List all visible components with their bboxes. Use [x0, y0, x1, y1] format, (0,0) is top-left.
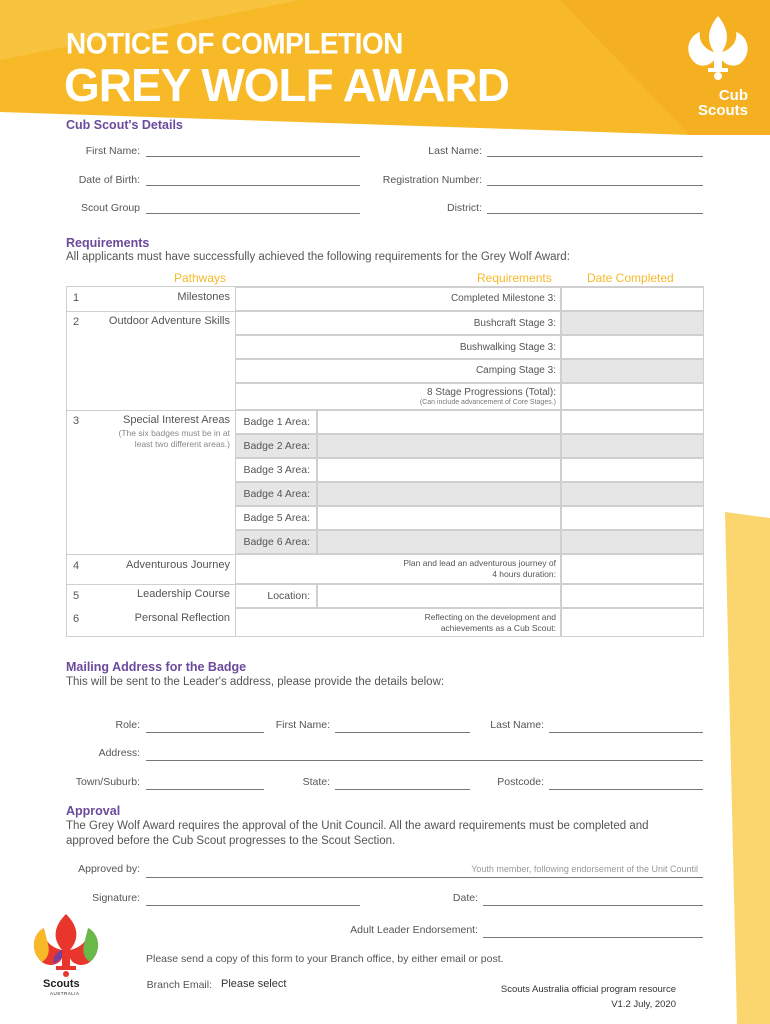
state-label: State:: [302, 776, 330, 788]
date-label: Date:: [452, 892, 478, 904]
award-title: GREY WOLF AWARD: [64, 59, 509, 111]
last-name-label: Last Name:: [428, 145, 482, 157]
right-stripe: [725, 512, 770, 1024]
journey-date-field[interactable]: [561, 554, 704, 584]
requirements-table: [66, 286, 704, 637]
mail-first-name-label: First Name:: [275, 719, 330, 731]
row-4-pathway: Adventurous Journey: [126, 559, 230, 571]
row-1-pathway: Milestones: [177, 291, 230, 303]
leadership-location-field[interactable]: [317, 584, 561, 608]
state-field[interactable]: [335, 789, 470, 790]
address-field[interactable]: [146, 760, 703, 761]
row-3-pathway: Special Interest Areas: [122, 414, 230, 426]
scouts-fleur-de-lis-icon: [30, 912, 102, 978]
row-3-number: 3: [73, 415, 80, 427]
scouts-australia-logo: [30, 912, 102, 1000]
badge2-label: Badge 2 Area:: [243, 440, 310, 452]
row-6-requirement: Reflecting on the development and achievements as a Cub Scout:: [424, 612, 556, 633]
row-4-number: 4: [73, 560, 80, 572]
row-5-pathway: Leadership Course: [137, 588, 230, 600]
approved-by-placeholder: Youth member, following endorsement of the Unit Countil: [471, 864, 698, 874]
scout-group-field[interactable]: [146, 213, 360, 214]
badge2-date-field[interactable]: [561, 434, 704, 458]
camping-date-field[interactable]: [561, 359, 704, 383]
footer-resource: Scouts Australia official program resource: [500, 984, 676, 995]
role-label: Role:: [115, 719, 140, 731]
bushcraft-date-field[interactable]: [561, 311, 704, 335]
approval-title: Approval: [66, 804, 121, 818]
scout-group-label: Scout Group: [81, 202, 140, 214]
col-requirements: Requirements: [477, 271, 552, 285]
badge3-label: Badge 3 Area:: [243, 464, 310, 476]
logo-text: Cub Scouts: [697, 87, 748, 119]
mail-first-name-field[interactable]: [335, 732, 470, 733]
progressions-label: 8 Stage Progressions (Total):: [427, 387, 556, 398]
first-name-field[interactable]: [146, 156, 360, 157]
badge3-area-field[interactable]: [317, 458, 561, 482]
row-3-note: (The six badges must be in at least two different areas.): [118, 428, 230, 449]
row-4-requirement: Plan and lead an adventurous journey of 4 hours duration:: [403, 558, 556, 579]
reg-number-label: Registration Number:: [382, 174, 482, 186]
footer-logo-text: Scouts: [43, 978, 80, 990]
mailing-title: Mailing Address for the Badge: [66, 660, 247, 674]
badge5-label: Badge 5 Area:: [243, 512, 310, 524]
mail-last-name-label: Last Name:: [490, 719, 544, 731]
cub-scouts-logo: [678, 12, 758, 122]
branch-email-label: Branch Email:: [146, 979, 212, 991]
bushcraft-label: Bushcraft Stage 3:: [473, 318, 556, 329]
reflection-date-field[interactable]: [561, 608, 704, 637]
approved-by-label: Approved by:: [78, 863, 140, 875]
last-name-field[interactable]: [487, 156, 703, 157]
send-note: Please send a copy of this form to your Branch office, by either email or post.: [146, 953, 504, 965]
badge1-label: Badge 1 Area:: [243, 416, 310, 428]
row-6-number: 6: [73, 613, 80, 625]
header-band: [0, 0, 770, 135]
adult-leader-field[interactable]: [483, 937, 703, 938]
role-field[interactable]: [146, 732, 264, 733]
row-6-pathway: Personal Reflection: [134, 612, 230, 624]
footer-logo-sub: AUSTRALIA: [50, 991, 80, 996]
progressions-date-field[interactable]: [561, 383, 704, 410]
badge6-date-field[interactable]: [561, 530, 704, 554]
notice-title: NOTICE OF COMPLETION: [66, 27, 403, 60]
details-title: Cub Scout's Details: [66, 118, 183, 132]
town-label: Town/Suburb:: [75, 776, 140, 788]
badge3-date-field[interactable]: [561, 458, 704, 482]
progressions-note: (Can include advancement of Core Stages.): [419, 399, 556, 406]
badge5-area-field[interactable]: [317, 506, 561, 530]
mailing-intro: This will be sent to the Leader's address, please provide the details below:: [66, 676, 445, 688]
location-label: Location:: [267, 590, 310, 602]
fleur-de-lis-icon: [678, 12, 758, 92]
row-1-requirement: Completed Milestone 3:: [450, 293, 556, 304]
branch-email-select[interactable]: Please select: [221, 978, 287, 990]
signature-label: Signature:: [92, 892, 140, 904]
col-date-completed: Date Completed: [587, 271, 674, 285]
badge6-label: Badge 6 Area:: [243, 536, 310, 548]
address-label: Address:: [98, 747, 140, 759]
badge1-area-field[interactable]: [317, 410, 561, 434]
badge2-area-field[interactable]: [317, 434, 561, 458]
row-2-pathway: Outdoor Adventure Skills: [108, 315, 230, 327]
mail-last-name-field[interactable]: [549, 732, 703, 733]
camping-label: Camping Stage 3:: [475, 365, 556, 376]
leadership-date-field[interactable]: [561, 584, 704, 608]
requirements-intro: All applicants must have successfully achieved the following requirements for the Grey Wolf Award:: [66, 251, 570, 263]
reg-number-field[interactable]: [487, 185, 703, 186]
signature-field[interactable]: [146, 905, 360, 906]
col-pathways: Pathways: [174, 271, 227, 285]
bushwalking-label: Bushwalking Stage 3:: [459, 342, 556, 353]
r1-date-field[interactable]: [561, 287, 704, 311]
row-1-number: 1: [73, 292, 80, 304]
postcode-field[interactable]: [549, 789, 703, 790]
dob-label: Date of Birth:: [78, 174, 140, 186]
badge6-area-field[interactable]: [317, 530, 561, 554]
row-2-number: 2: [73, 316, 80, 328]
first-name-label: First Name:: [85, 145, 140, 157]
approval-text-2: approved before the Cub Scout progresses to the Scout Section.: [66, 835, 396, 847]
adult-leader-label: Adult Leader Endorsement:: [350, 924, 478, 936]
requirements-title: Requirements: [66, 236, 150, 250]
district-label: District:: [447, 202, 482, 214]
approval-text-1: The Grey Wolf Award requires the approval of the Unit Council. All the award requirements must be completed and: [66, 820, 649, 832]
badge4-label: Badge 4 Area:: [243, 488, 310, 500]
dob-field[interactable]: [146, 185, 360, 186]
row-5-number: 5: [73, 590, 80, 602]
bushwalking-date-field[interactable]: [561, 335, 704, 359]
town-field[interactable]: [146, 789, 264, 790]
badge1-date-field[interactable]: [561, 410, 704, 434]
footer-version: V1.2 July, 2020: [611, 999, 676, 1010]
badge4-date-field[interactable]: [561, 482, 704, 506]
district-field[interactable]: [487, 213, 703, 214]
postcode-label: Postcode:: [497, 776, 544, 788]
date-field[interactable]: [483, 905, 703, 906]
badge5-date-field[interactable]: [561, 506, 704, 530]
badge4-area-field[interactable]: [317, 482, 561, 506]
approved-by-field[interactable]: [146, 877, 703, 878]
